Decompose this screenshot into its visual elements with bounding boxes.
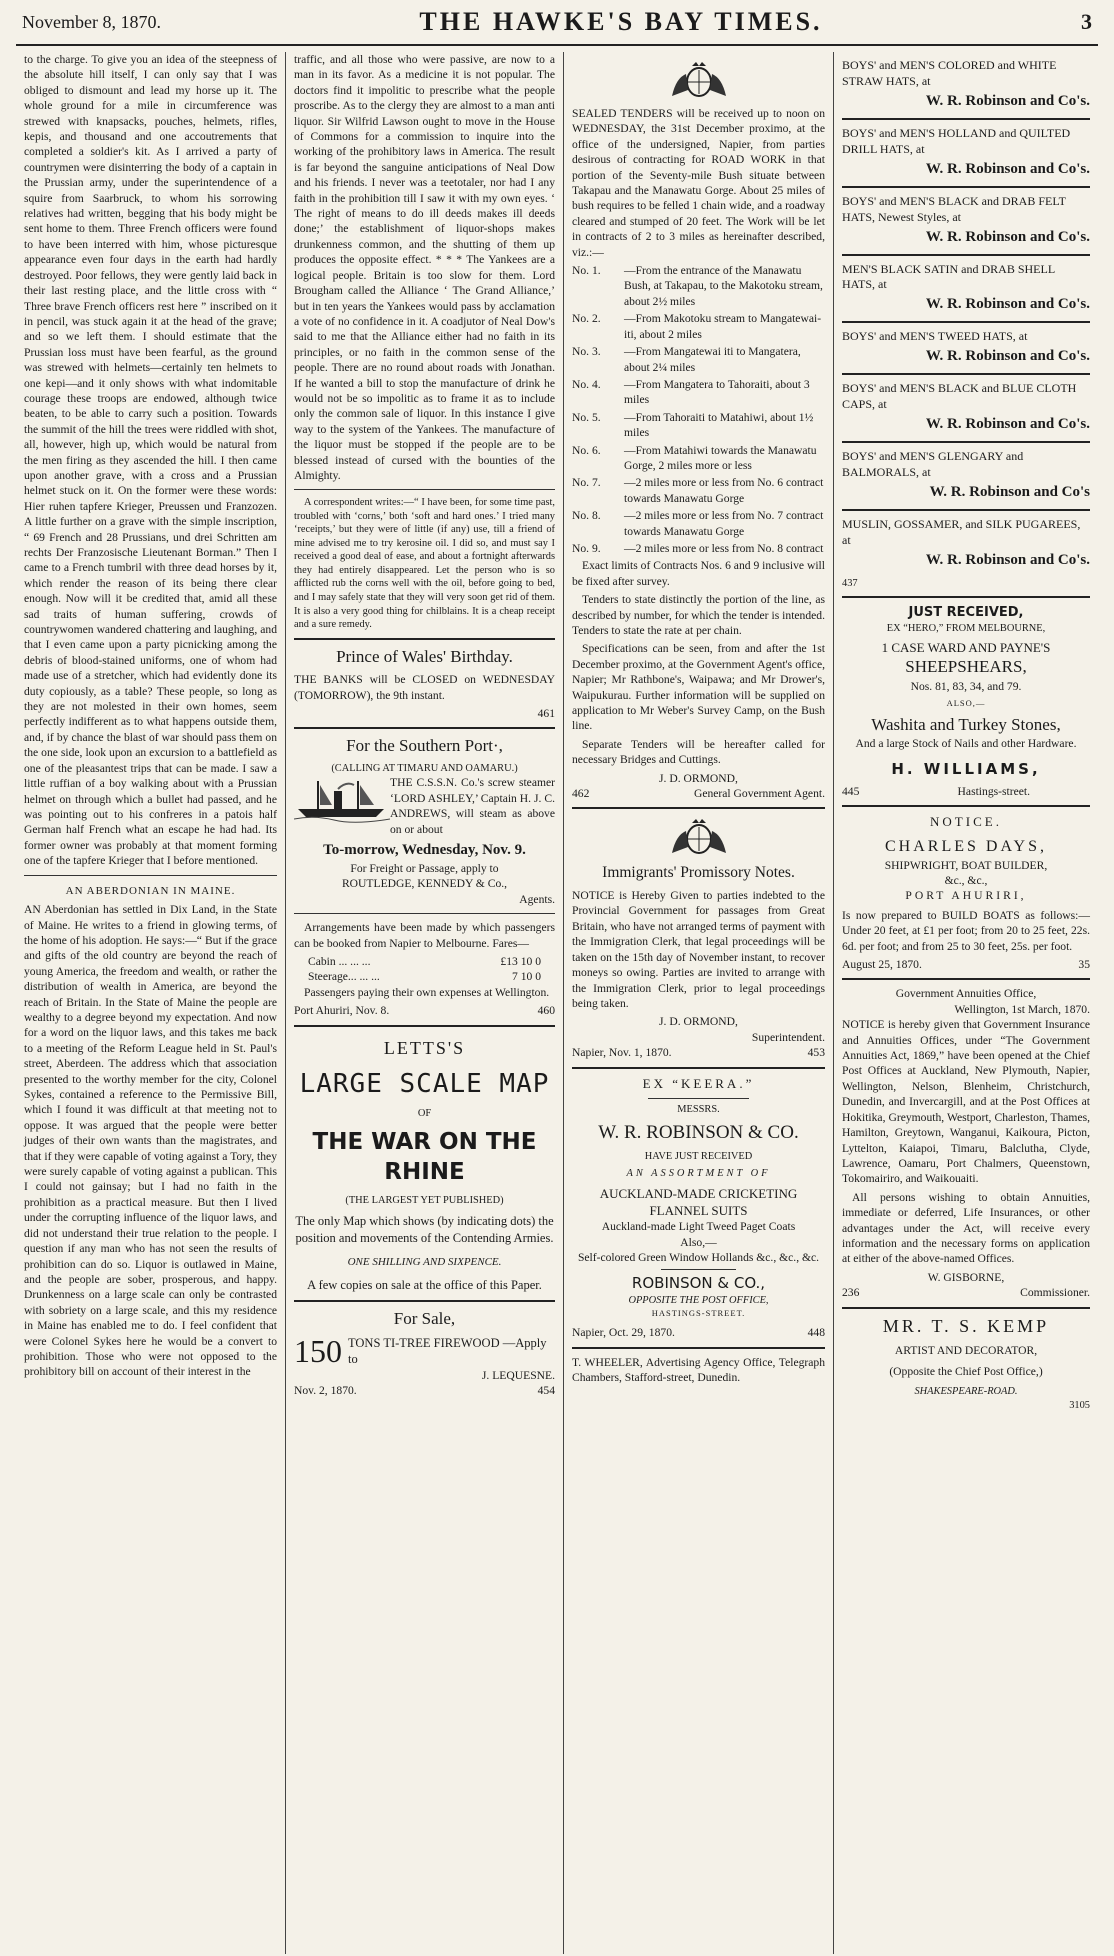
divider [842, 509, 1090, 511]
contract-text: —From the entrance of the Manawatu Bush, at Takapau, to the Makotoku stream, about 2½ miles [624, 264, 823, 308]
divider [842, 1307, 1090, 1309]
keera-item3: Self-colored Green Window Hollands &c., &c., &c. [577, 1251, 820, 1265]
fare-row [294, 969, 555, 984]
annuities-role: Commissioner. [1020, 1286, 1090, 1300]
birthday-ad [294, 646, 555, 722]
divider [294, 727, 555, 729]
hat-ad-text: MEN'S BLACK SATIN and DRAB SHELL HATS, at [842, 261, 1055, 292]
forsale-body: TONS TI-TREE FIREWOOD —Apply to [348, 1335, 547, 1367]
contract-text: —2 miles more or less from No. 8 contract [624, 541, 824, 555]
contract-item [572, 311, 825, 342]
immigrants-ad [572, 863, 825, 1060]
forsale-title: For Sale, [393, 1308, 456, 1328]
southern-port-ad [294, 735, 555, 1018]
map-price: ONE SHILLING AND SIXPENCE. [347, 1255, 502, 1268]
contract-label: No. 3. [572, 345, 601, 359]
received-stones: Washita and Turkey Stones, [871, 714, 1061, 734]
aberdonian-heading: AN ABERDONIAN IN MAINE. [65, 884, 236, 897]
kemp-trade: ARTIST AND DECORATOR, [894, 1343, 1038, 1357]
contract-label: No. 9. [572, 541, 601, 555]
notice-trade: SHIPWRIGHT, BOAT BUILDER, [884, 858, 1048, 872]
contract-item [572, 344, 825, 375]
contract-item [572, 508, 825, 539]
birthday-body: THE BANKS will be CLOSED on WEDNESDAY (TOMORROW), the 9th instant. [294, 673, 555, 702]
royal-crest-icon [668, 817, 730, 857]
masthead [16, 0, 1098, 46]
divider [842, 373, 1090, 375]
southern-footer [294, 1003, 555, 1018]
ad-number: 454 [537, 1384, 555, 1398]
fare-label: Steerage... ... ... [308, 970, 380, 984]
tenders-intro: SEALED TENDERS will be received up to noon on WEDNESDAY, the 31st December proximo, at the office of the undersigned, Napier, from parties desirous of contracting for ROAD WORK in that portion of the Seventy-mile Bush situate between Takapau and the Manawatu Gorge. About 25 miles of bush requires to be felled 1 chain wide, and a roadway cleared and stumped of 20 feet. The Work will be let in contracts of 2 to 3 miles as hereinafter described, viz.:— [572, 107, 825, 259]
contract-item [572, 443, 825, 474]
divider [294, 1025, 555, 1027]
immigrants-title: Immigrants' Promissory Notes. [602, 864, 795, 882]
steamer-icon [294, 777, 390, 823]
ad-number: 448 [807, 1326, 825, 1340]
annuities-body: NOTICE is hereby given that Government Insurance and Annuities Offices, under “The Government Annuities Act, 1869,” have been opened at the Chief Post Offices at Auckland, New Plymouth, Napier, Wellington, Nelson, Blenheim, Christchurch, Dunedin, and Invercargill, and at the Post Offices at Hokitika, Greymouth, Westport, Charleston, Thames, Hamilton, Greytown, Wanganui, Kaikoura, Picton, Lyttelton, Kaiapoi, Timaru, Balclutha, Clyde, Lawrence, Oamaru, Port Chalmers, Queenstown, Tokomairiro, and Waikouaiti. [842, 1018, 1090, 1186]
divider [294, 1300, 555, 1302]
divider [294, 638, 555, 640]
ad-number: 35 [1078, 958, 1090, 972]
hat-ad-text: BOYS' and MEN'S BLACK and BLUE CLOTH CAPS, at [842, 381, 1077, 412]
map-ad [294, 1037, 555, 1294]
ad-number: 236 [842, 1286, 860, 1300]
divider [572, 1067, 825, 1069]
ad-number: 453 [807, 1046, 825, 1060]
agents-label: Agents. [519, 892, 555, 906]
arrangements-text: Arrangements have been made by which passengers can be booked from Napier to Melbourne. Fares— [294, 921, 555, 950]
divider [842, 441, 1090, 443]
keera-messrs: MESSRS. [677, 1103, 720, 1115]
keera-place: Napier, Oct. 29, 1870. [572, 1326, 675, 1340]
hat-ad-text: BOYS' and MEN'S BLACK and DRAB FELT HATS, Newest Styles, at [842, 193, 1066, 224]
hat-ad-text: BOYS' and MEN'S TWEED HATS, at [842, 329, 1028, 344]
immigrants-body: NOTICE is Hereby Given to parties indebted to the Provincial Government for passages from Great Britain, who have not arranged terms of payment with the Immigration Clerk, that legal proceedings will be taken on the 15th day of November instant, to recover moneys so owing. Parties are invited to arrange with the Immigration Clerk, prior to legal proceedings being taken. [572, 889, 825, 1010]
columns [16, 52, 1098, 1954]
column-2 [286, 52, 564, 1954]
keera-firm2: ROBINSON & CO., [631, 1274, 766, 1293]
contract-text: —From Tahoraiti to Matahiwi, about 1½ miles [624, 410, 814, 440]
southern-title: For the Southern Port·, [346, 736, 503, 756]
contract-text: —2 miles more or less from No. 6 contract towards Manawatu Gorge [624, 476, 824, 505]
tenders-para: Specifications can be seen, from and after the 1st December proximo, at the Government Agent's office, Napier; Mr Rathbone's, Waipawa; and Mr Drower's, Waipukurau. Further information will be supplied on application to Mr Weber's Survey Camp, on the Bush line. [572, 642, 825, 733]
southern-subtitle: (CALLING AT TIMARU AND OAMARU.) [331, 762, 518, 774]
notice-footer [842, 957, 1090, 972]
ad-number: 437 [842, 577, 858, 589]
contract-text: —2 miles more or less from No. 7 contract towards Manawatu Gorge [624, 509, 824, 538]
ad-number: 445 [842, 784, 860, 798]
kemp-opposite: (Opposite the Chief Post Office,) [889, 1364, 1043, 1378]
contract-label: No. 1. [572, 264, 601, 278]
fare-row [294, 954, 555, 969]
divider [842, 118, 1090, 120]
hat-ad-seller: W. R. Robinson and Co's. [925, 416, 1090, 433]
received-title: JUST RECEIVED, [908, 605, 1024, 621]
southern-body: THE C.S.S.N. Co.'s screw steamer ‘LORD ASHLEY,’ Captain H. J. C. ANDREWS, will steam as above on or about [390, 776, 555, 836]
map-of: OF [417, 1108, 432, 1120]
divider [842, 596, 1090, 598]
divider [648, 1098, 749, 1099]
notice-title: NOTICE. [930, 814, 1002, 830]
tenders-signature: J. D. ORMOND, [659, 771, 738, 785]
contract-label: No. 5. [572, 410, 601, 424]
tenders-footer [572, 786, 825, 801]
received-name: H. WILLIAMS, [891, 759, 1041, 778]
hat-ad-seller: W. R. Robinson and Co's. [925, 228, 1090, 245]
divider [661, 1269, 737, 1270]
kemp-ad [842, 1315, 1090, 1413]
received-ex: EX “HERO,” FROM MELBOURNE, [886, 622, 1046, 634]
keera-item2: Auckland-made Light Tweed Paget Coats [601, 1220, 796, 1234]
hat-ad-text: BOYS' and MEN'S COLORED and WHITE STRAW HATS, at [842, 58, 1057, 88]
divider [294, 913, 555, 914]
keera-footer [572, 1325, 825, 1340]
contract-text: —From Mangatera to Tahoraiti, about 3 miles [624, 377, 810, 407]
agents-name: ROUTLEDGE, KENNEDY & Co., [341, 877, 508, 891]
sailing-date: To-morrow, Wednesday, Nov. 9. [323, 842, 526, 859]
keera-assort: AN ASSORTMENT OF [626, 1168, 771, 1180]
hat-ad [842, 58, 1090, 112]
notice-date: August 25, 1870. [842, 958, 922, 972]
column-1 [16, 52, 286, 1954]
keera-have: HAVE JUST RECEIVED [644, 1150, 753, 1162]
forsale-date: Nov. 2, 1870. [294, 1384, 357, 1398]
annuities-ad [842, 986, 1090, 1300]
divider [842, 186, 1090, 188]
kemp-name: MR. T. S. KEMP [882, 1315, 1050, 1336]
hat-ad-text: BOYS' and MEN'S GLENGARY and BALMORALS, at [842, 449, 1024, 480]
divider [842, 805, 1090, 807]
annuities-signature: W. GISBORNE, [927, 1270, 1005, 1284]
wheeler-ad: T. WHEELER, Advertising Agency Office, Telegraph Chambers, Stafford-street, Dunedin. [572, 1355, 825, 1384]
annuities-office: Government Annuities Office, [895, 987, 1037, 1001]
received-nos: Nos. 81, 83, 34, and 79. [910, 680, 1022, 693]
divider [572, 807, 825, 809]
tenders-para: Tenders to state distinctly the portion of the line, as described by number, for which the tender is intended. Tenders to state the rate at per chain. [572, 593, 825, 637]
divider [842, 978, 1090, 980]
kemp-road: SHAKESPEARE-ROAD. [914, 1386, 1018, 1398]
contract-label: No. 4. [572, 377, 601, 391]
corns-note: A correspondent writes:—“ I have been, for some time past, troubled with ‘corns,’ both ‘soft and hard ones.’ I tried many ‘receipts,’ but they were of little (if any) use, till a friend of mine advised me to try kerosine oil. I did so, and must say I received a good deal of ease, and about a fortnight afterwards they had entirely disappeared. Let the person who is so afflicted rub the corns well with the oil, before going to bed, and I may safely state that they will very soon get rid of them. It is also a very good thing for chilblains. It is a cheap receipt and a sure remedy. [294, 497, 555, 631]
annuities-body2: All persons wishing to obtain Annuities, immediate or deferred, Life Insurances, or other advantages under the Act, will receive every information and the necessary forms on application at either of the above-named Offices. [842, 1190, 1090, 1266]
contract-item [572, 410, 825, 441]
hat-ad-seller: W. R. Robinson and Co's [929, 484, 1090, 501]
ad-number: 462 [572, 787, 590, 801]
contract-text: —From Mangatewai iti to Mangatera, about 2¼ miles [624, 345, 801, 374]
map-war-title: THE WAR ON THE RHINE [312, 1128, 537, 1186]
column-3 [564, 52, 834, 1954]
forsale-ad [294, 1308, 555, 1399]
hat-ad-seller: W. R. Robinson and Co's. [925, 160, 1090, 177]
forsale-quantity: 150 [294, 1332, 342, 1369]
issue-date: November 8, 1870. [22, 11, 161, 32]
received-line2: SHEEPSHEARS, [905, 657, 1027, 677]
contract-label: No. 8. [572, 509, 601, 523]
expenses-text: Passengers paying their own expenses at Wellington. [304, 985, 550, 999]
hat-ad-seller: W. R. Robinson and Co's. [925, 92, 1090, 109]
divider [842, 321, 1090, 323]
received-footer [842, 784, 1090, 799]
hat-ad-text: BOYS' and MEN'S HOLLAND and QUILTED DRILL HATS, at [842, 125, 1071, 156]
hat-ad [842, 194, 1090, 248]
contract-label: No. 2. [572, 312, 601, 326]
contracts-list [572, 263, 825, 556]
port-date: Port Ahuriri, Nov. 8. [294, 1004, 390, 1018]
hat-ad [842, 329, 1090, 367]
map-letts: LETTS'S [383, 1037, 466, 1058]
keera-item1: AUCKLAND-MADE CRICKETING FLANNEL SUITS [599, 1185, 798, 1218]
map-large-scale: LARGE SCALE MAP [299, 1068, 550, 1099]
divider [572, 1347, 825, 1349]
received-also: ALSO,— [946, 698, 986, 709]
map-desc: The only Map which shows (by indicating dots) the position and movements of the Contending Armies. [295, 1214, 554, 1246]
aberdonian-text: AN Aberdonian has settled in Dix Land, in the State of Maine. He writes to a friend in glowing terms, of the home of his adoption. He says:—“ But if the grace and gifts of the old country are beyond the reach of young America, the freedom and wealth, or rather the distribution of wealth in America, are beyond the reach of Britain. In the State of Maine the people are wealthy to a degree beyond my expectation. And now for a word on the liquor laws, and this takes me back to a meeting of the Reform League held in St. Paul's street, Aberdeen. The address which that association presented to the worthy member for the city, Colonel Sykes, contained a reference to the Permissive Bill, which I found it was difficult at that meeting not to oppose. It was argued that the people were better judges of their own wants than the magistrates, and that if they were capable of voting against a Tory, they were surely capable of voting against a publican. This I could not gainsay; but I had no faith in the prohibition as a practical measure. But then I lived under the corrupting influence of the liquor laws, and did not understand their true relation to the people. I question if any man who has not seen the results of prohibition can do so. Liquor is outlawed in Maine, and the people are sober, prosperous, and happy. Drunkenness on a large scale can only be contrasted with sobriety on a large scale, and this my residence in Maine has enabled me to do. I feel confident that were Colonel Sykes here he would be a convert to prohibition. Those who were not opposed to the prohibitory bill on account of their interest in the [24, 903, 277, 1379]
keera-opposite: OPPOSITE THE POST OFFICE, [628, 1295, 769, 1307]
map-copies: A few copies on sale at the office of this Paper. [307, 1278, 542, 1293]
liquor-article-text: traffic, and all those who were passive, are now to a man in its favor. As a medicine it is not popular. The doctors find it impolitic to prescribe what the people proscribe. As to the clergy they are almost to a man anti liquor. Sir Wilfrid Lawson ought to move in the House of Commons for a commission to inquire into the working of the prohibitory laws in America. The result is far beyond the sanguine anticipations of Neal Dow and his friends. I never was a teetotaler, nor had I any faith in the prohibition till I saw it with my own eyes. ‘ The right of means to do ill deeds makes ill deeds done;’ the establishment of liquor-shops makes drunkenness common, and the shutting of them up produces the opposite effect. * * * The Yankees are a logical people. Britain is too slow for them. Lord Brougham called the Alliance ‘ The Grand Alliance,’ but in ten years the Yankees would pass by acclamation a vote of no confidence in it. A coadjutor of Neal Dow's said to me that the Alliance either had no faith in its principles, or no faith in the common sense of the people. There are no round about roads with Jonathan. If he wanted a bill to stop the manufacture of drink he would not be so impolitic as to frame it as to include only the common sale of liquor. In this instance I give way to the system of the Yankees. The manufacture of the liquor must be stopped if the people are to be blessed instead of cursed with the bounties of the Almighty. [294, 53, 555, 482]
newspaper-title: THE HAWKE'S BAY TIMES. [419, 7, 823, 36]
notice-place: PORT AHURIRI, [905, 889, 1027, 903]
notice-etc: &c., &c., [944, 874, 988, 888]
keera-firm: W. R. ROBINSON & CO. [598, 1122, 799, 1144]
page-number: 3 [1080, 9, 1092, 34]
keera-also: Also,— [680, 1235, 717, 1249]
column-4 [834, 52, 1098, 1954]
ad-number: 461 [537, 706, 555, 720]
contract-text: —From Matahiwi towards the Manawatu Gorge, 2 miles more or less [624, 443, 817, 472]
forsale-footer [294, 1383, 555, 1398]
notice-body: Is now prepared to BUILD BOATS as follows:—Under 20 feet, at £1 per foot; from 20 to 25 feet, 22s. 6d. per foot; and from 25 to 30 feet, 25s. per foot. [842, 908, 1090, 953]
fare-amount: 7 10 0 [512, 970, 541, 984]
received-nails: And a large Stock of Nails and other Hardware. [855, 737, 1077, 751]
royal-crest-icon [668, 60, 730, 100]
war-article-text: to the charge. To give you an idea of the steepness of the absolute hill itself, I can only say that I was obliged to dismount and lead my horse up it. The whole ground for a mile in circumference was strewed with knapsacks, pouches, helmets, rifles, kepis, and thousand and one accoutrements that completed a soldier's kit. As I arrived a party of countrymen were disinterring the body of a captain in the Prussian army, under the superintendence of a squire from Saarbruck, to whom his sorrowing relatives had written, begging that his body might be sent home to them. Three French officers were found to have been interred with him, whose picturesque appearance even four days in the earth had hardly destroyed. Poor fellows, they were gently laid back in their last resting place, and the little cross with “ Three brave French officers rest here ” inscribed on it in pencil, was stuck again it at the head of the grave; and so we left them. I should estimate that the Prussian loss must have been fearful, as the ground was strewed with helmets—certainly ten helmets to one kepi—and it only shows with what indomitable courage these troops are endowed, although twice beaten, to be able to carry such a position. Towards the summit of the hill the trees were riddled with shot, all, however, high up, which would be natural from the men firing as they ascended the hill. I then came upon another grave, with a cross and a Prussian helmet stuck on it. On the former were these words: Hier ruhen tapfere Krieger, Preussen und Franzozen. A little further on a grave with the simple inscription, “ 69 French and 28 Prussians, und drei Schritten am rechts Der Franzosische Lieutenant Borman.” Then I came to a French tumbril with three dead horses by it, which render the reason of its being there clear enough. Now will it be credited that, amid all these sad traits of human suffering, crowds of countrywomen wandered chattering and laughing, and that I even came upon a party picnicking among the debris of blood-stained uniforms, one of whom had made use of a stretcher, which had evidently done its duty copiously, as a table? These people, so long as they are not molested in their own homes, seem perfectly indifferent as to what happens outside them, and, if by chance the blast of war should pass them on the one side, look upon an excursion to a battlefield as one of the pleasantest trips that can be made. I saw a little ruffian of a boy walking about with a Prussian helmet on through which a bullet had passed, and he was pointing out to his confreres in a patois half German half French what an escape he had had. Its former owner was probably at that moment forming one of the tapfere Krieger that I before mentioned. [24, 53, 277, 868]
immigrants-footer [572, 1045, 825, 1060]
notice-name: CHARLES DAYS, [885, 838, 1047, 856]
fare-label: Cabin ... ... ... [308, 955, 371, 969]
boat-notice-ad [842, 813, 1090, 972]
contract-item [572, 377, 825, 408]
tenders-para: Separate Tenders will be hereafter called for necessary Bridges and Cuttings. [572, 737, 825, 767]
keera-street: HASTINGS-STREET. [651, 1307, 746, 1318]
contract-label: No. 7. [572, 476, 601, 490]
forsale-name: J. LEQUESNE. [481, 1368, 555, 1382]
contract-item [572, 263, 825, 309]
hat-ad [842, 381, 1090, 435]
contract-label: No. 6. [572, 443, 601, 457]
contract-item [572, 541, 825, 556]
hat-ad [842, 449, 1090, 503]
contract-item [572, 475, 825, 506]
immigrants-place: Napier, Nov. 1, 1870. [572, 1046, 672, 1060]
annuities-footer [842, 1285, 1090, 1300]
hat-ad-seller: W. R. Robinson and Co's. [925, 348, 1090, 365]
hat-ad-seller: W. R. Robinson and Co's. [925, 296, 1090, 313]
hat-ad-text: MUSLIN, GOSSAMER, and SILK PUGAREES, at [842, 516, 1081, 547]
tenders-para: Exact limits of Contracts Nos. 6 and 9 inclusive will be fixed after survey. [572, 559, 825, 588]
immigrants-signature: J. D. ORMOND, [659, 1015, 738, 1029]
hat-ad [842, 126, 1090, 180]
received-street: Hastings-street. [957, 784, 1030, 798]
keera-ad [572, 1075, 825, 1341]
hat-ad [842, 517, 1090, 571]
hat-ad [842, 262, 1090, 316]
birthday-title: Prince of Wales' Birthday. [336, 646, 513, 666]
tenders-role: General Government Agent. [693, 787, 825, 801]
divider [24, 875, 277, 876]
divider [294, 489, 555, 490]
forsale-row [294, 1332, 555, 1369]
map-largest: (THE LARGEST YET PUBLISHED) [345, 1194, 504, 1206]
ad-number: 3105 [1069, 1399, 1090, 1411]
ad-number: 460 [537, 1004, 555, 1018]
freight-apply: For Freight or Passage, apply to [350, 862, 499, 876]
received-line1: 1 CASE WARD AND PAYNE'S [881, 640, 1051, 656]
divider [842, 254, 1090, 256]
fare-amount: £13 10 0 [500, 955, 541, 969]
immigrants-role: Superintendent. [751, 1030, 825, 1044]
hat-ad-seller: W. R. Robinson and Co's. [925, 551, 1090, 568]
just-received-ad [842, 604, 1090, 799]
contract-text: —From Makotoku stream to Mangatewai-iti, about 2 miles [624, 312, 822, 341]
keera-ex: EX “KEERA.” [642, 1075, 755, 1091]
annuities-date: Wellington, 1st March, 1870. [954, 1002, 1090, 1016]
